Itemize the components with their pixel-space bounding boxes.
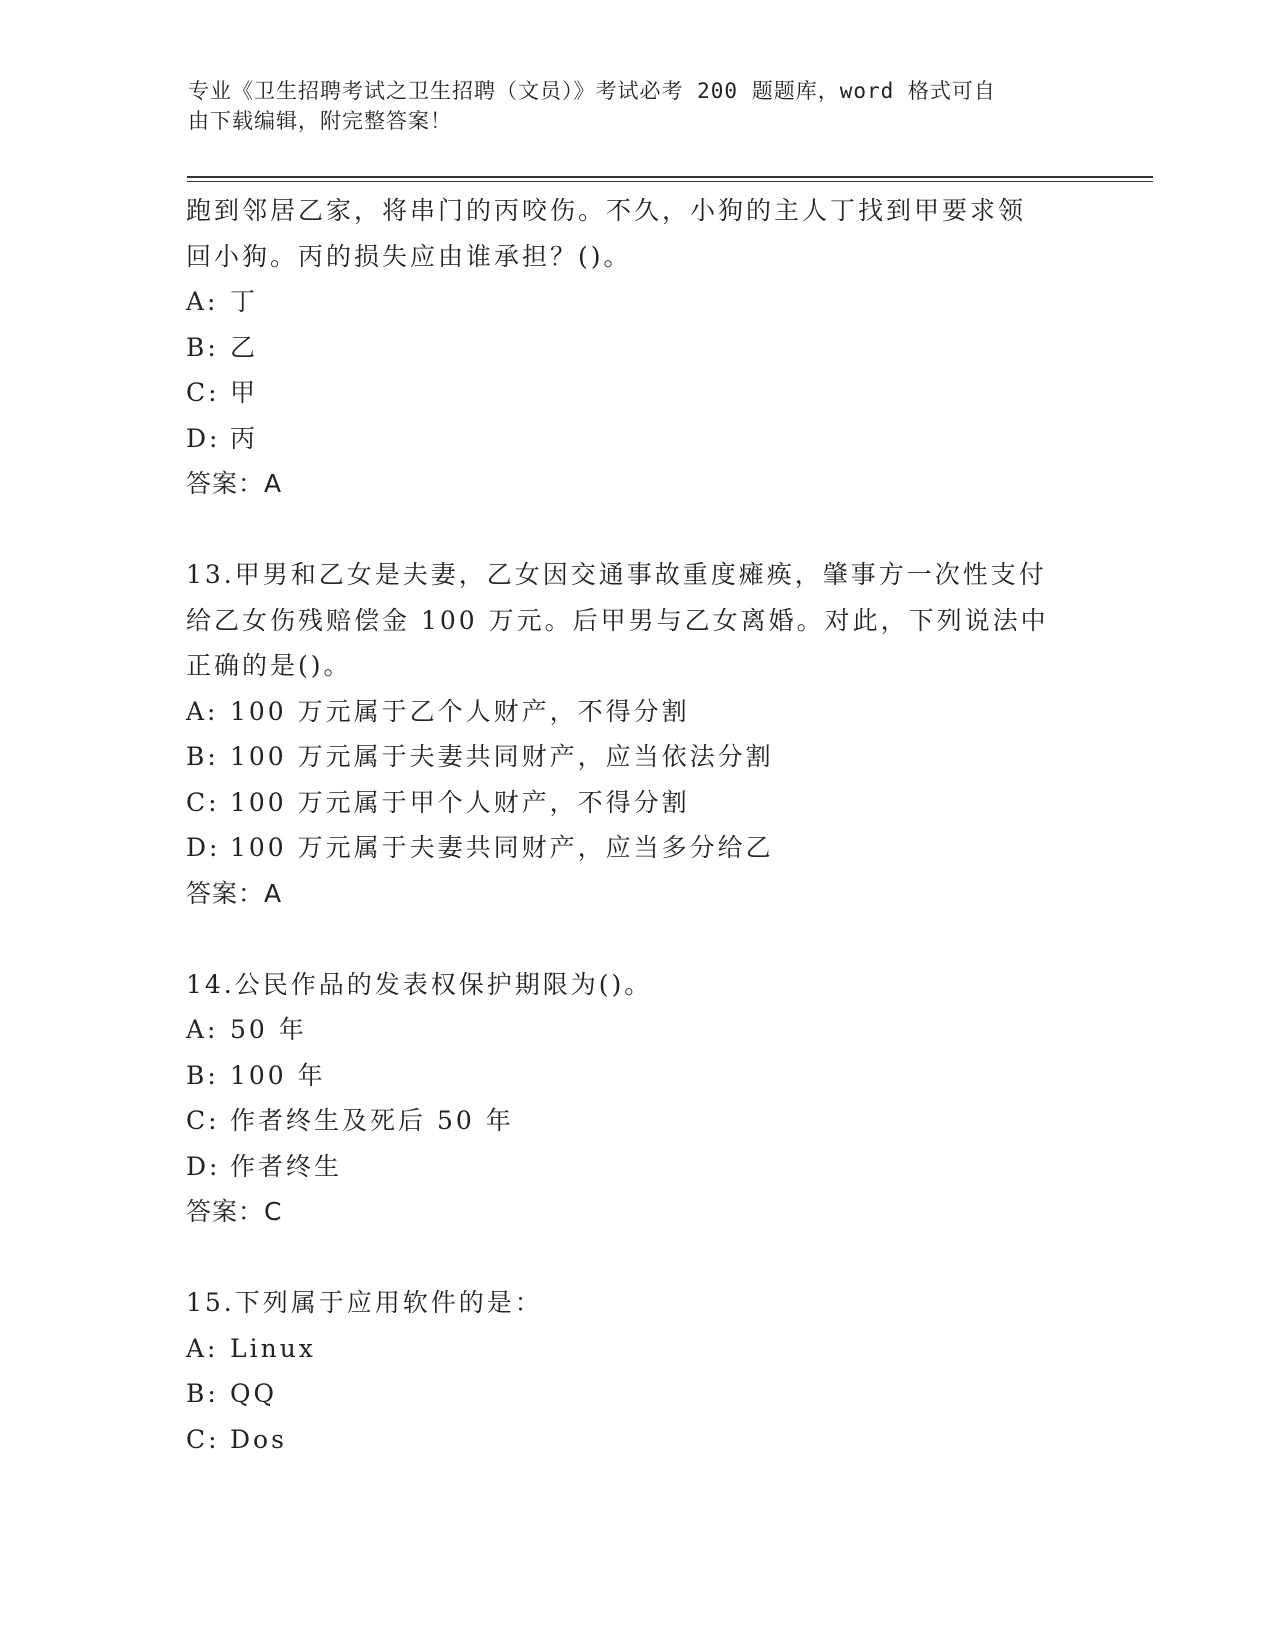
option-b <box>186 734 1086 780</box>
option-text: 甲 <box>230 378 259 407</box>
question-stem-line: 13.甲男和乙女是夫妻，乙女因交通事故重度瘫痪，肇事方一次性支付 <box>186 560 1047 589</box>
option-text: 作者终生 <box>230 1151 343 1181</box>
option-letter: A: <box>186 1015 219 1044</box>
option-letter: B: <box>186 1379 219 1408</box>
option-letter: C: <box>186 787 220 817</box>
option-letter: B: <box>186 742 219 771</box>
question-spacer <box>186 1235 1086 1281</box>
option-a <box>186 689 1086 735</box>
option-text: 100 年 <box>230 1060 326 1090</box>
question-stem-line: 正确的是()。 <box>186 651 352 680</box>
option-letter: D: <box>186 833 221 862</box>
option-letter: A: <box>186 287 219 316</box>
question-stem-line: 15.下列属于应用软件的是： <box>186 1288 543 1317</box>
question-12 <box>186 188 1086 507</box>
header-rule-thin <box>187 181 1153 182</box>
question-stem-line: 给乙女伤残赔偿金 100 万元。后甲男与乙女离婚。对此，下列说法中 <box>186 605 1049 635</box>
header-rule-thick <box>187 176 1153 178</box>
option-a <box>186 1326 1086 1372</box>
option-text: 100 万元属于夫妻共同财产，应当依法分割 <box>230 742 774 771</box>
option-c <box>186 780 1086 826</box>
option-a <box>186 1007 1086 1053</box>
option-letter: A: <box>186 1333 219 1363</box>
option-text: Linux <box>230 1333 316 1363</box>
option-text: 丙 <box>230 423 259 453</box>
option-text: 作者终生及死后 50 年 <box>230 1106 514 1135</box>
question-stem-line: 14.公民作品的发表权保护期限为()。 <box>186 969 653 999</box>
option-letter: B: <box>186 332 219 362</box>
option-c <box>186 1417 1086 1463</box>
question-spacer <box>186 916 1086 962</box>
question-stem-line: 回小狗。丙的损失应由谁承担？()。 <box>186 241 632 271</box>
option-letter: C: <box>186 378 220 407</box>
option-letter: D: <box>186 423 221 453</box>
answer-line: 答案：C <box>186 1197 283 1226</box>
option-text: 100 万元属于甲个人财产，不得分割 <box>230 787 690 817</box>
header-line-2: 由下载编辑，附完整答案！ <box>188 109 452 133</box>
option-text: 100 万元属于夫妻共同财产，应当多分给乙 <box>230 833 774 862</box>
option-letter: C: <box>186 1424 220 1454</box>
option-letter: C: <box>186 1106 220 1135</box>
question-15 <box>186 1280 1086 1462</box>
question-stem-line: 跑到邻居乙家，将串门的丙咬伤。不久，小狗的主人丁找到甲要求领 <box>186 196 1027 225</box>
option-letter: D: <box>186 1151 221 1181</box>
option-text: 50 年 <box>230 1015 307 1044</box>
question-13 <box>186 552 1086 916</box>
header-line-1: 专业《卫生招聘考试之卫生招聘（文员）》考试必考 200 题题库，word 格式可自 <box>188 79 996 103</box>
option-b <box>186 1053 1086 1099</box>
option-b <box>186 1371 1086 1417</box>
option-b <box>186 325 1086 371</box>
question-14 <box>186 962 1086 1235</box>
question-content <box>186 188 1086 1462</box>
option-text: 100 万元属于乙个人财产，不得分割 <box>230 696 690 726</box>
option-c <box>186 1098 1086 1144</box>
answer-line: 答案：A <box>186 469 283 498</box>
option-text: QQ <box>230 1379 277 1408</box>
document-header <box>188 76 1068 136</box>
question-spacer <box>186 507 1086 553</box>
option-text: Dos <box>230 1424 287 1454</box>
option-c <box>186 370 1086 416</box>
option-d <box>186 1144 1086 1190</box>
option-letter: B: <box>186 1060 219 1090</box>
option-text: 丁 <box>230 287 259 316</box>
option-d <box>186 825 1086 871</box>
option-a <box>186 279 1086 325</box>
option-letter: A: <box>186 696 219 726</box>
option-d <box>186 416 1086 462</box>
answer-line: 答案：A <box>186 878 283 908</box>
option-text: 乙 <box>230 332 259 362</box>
